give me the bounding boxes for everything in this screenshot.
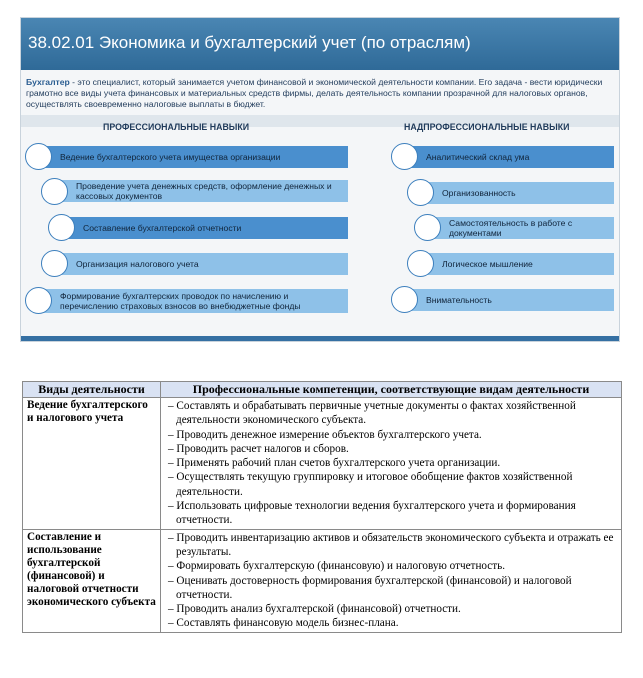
competency-item: – Проводить инвентаризацию активов и обязательств экономического субъекта и отражать ее результаты. (164, 531, 618, 560)
activities-column-header: Виды деятельности (23, 382, 161, 398)
skill-label: Самостоятельность в работе с документами (449, 218, 573, 238)
competency-item: – Проводить расчет налогов и сборов. (164, 442, 618, 456)
circle-bullet-icon (48, 214, 75, 241)
circle-bullet-icon (407, 179, 434, 206)
slide-title: 38.02.01 Экономика и бухгалтерский учет (по отраслям) (28, 33, 471, 52)
circle-bullet-icon (41, 178, 68, 205)
table-header-row (23, 382, 622, 398)
competencies-cell (161, 398, 622, 530)
supra-skill-item (427, 217, 614, 239)
competency-item: – Проводить анализ бухгалтерской (финансовой) отчетности. (164, 602, 618, 616)
competency-item: – Применять рабочий план счетов бухгалтерского учета организации. (164, 456, 618, 470)
program-slide (20, 17, 620, 342)
circle-bullet-icon (25, 287, 52, 314)
circle-bullet-icon (414, 214, 441, 241)
profession-description (26, 77, 618, 111)
circle-bullet-icon (25, 143, 52, 170)
competency-item: – Осуществлять текущую группировку и итоговое обобщение фактов хозяйственной деятельности. (164, 470, 618, 499)
competency-item: – Оценивать достоверность формирования бухгалтерской (финансовой) и налоговой отчетности. (164, 574, 618, 603)
competency-item: – Формировать бухгалтерскую (финансовую) и налоговую отчетность. (164, 559, 618, 573)
supra-skill-item (420, 253, 614, 275)
professional-skills-heading: ПРОФЕССИОНАЛЬНЫЕ НАВЫКИ (103, 122, 250, 132)
skill-label: Организация налогового учета (76, 259, 199, 269)
competency-item: – Использовать цифровые технологии ведения бухгалтерского учета и формирования отчетности. (164, 499, 618, 528)
competencies-cell (161, 529, 622, 632)
competency-item: – Составлять финансовую модель бизнес-плана. (164, 616, 618, 630)
supra-skill-item (404, 146, 614, 168)
professional-skill-item (38, 289, 348, 313)
competencies-table (22, 381, 622, 633)
circle-bullet-icon (391, 286, 418, 313)
table-row (23, 529, 622, 632)
activity-cell: Составление и использование бухгалтерской (финансовой) и налоговой отчетности экономического субъекта (23, 529, 161, 632)
circle-bullet-icon (41, 250, 68, 277)
competency-item: – Составлять и обрабатывать первичные учетные документы о фактах хозяйственной деятельности экономического субъекта. (164, 399, 618, 428)
professional-skill-item (61, 217, 348, 239)
profession-text: - это специалист, который занимается учетом финансовой и экономической деятельности компании. Его задача - вести юридически грамотно все виды учета финансовых и материальных средств фирмы, делать деятельность компании прозрачной для налоговых органов, осуществлять своевременно налоговые выплаты в бюджет. (26, 77, 603, 110)
supra-skill-item (404, 289, 614, 311)
competency-item: – Проводить денежное измерение объектов бухгалтерского учета. (164, 428, 618, 442)
professional-skill-item (54, 253, 348, 275)
slide-footer-bar (21, 336, 619, 342)
activity-cell: Ведение бухгалтерского и налогового учета (23, 398, 161, 530)
competencies-column-header: Профессиональные компетенции, соответствующие видам деятельности (161, 382, 622, 398)
skill-label: Ведение бухгалтерского учета имущества организации (60, 152, 281, 162)
slide-header (21, 18, 619, 70)
skill-label: Составление бухгалтерской отчетности (83, 223, 242, 233)
skill-label: Организованность (442, 188, 516, 198)
skill-label: Аналитический склад ума (426, 152, 530, 162)
supra-skill-item (420, 182, 614, 204)
professional-skill-item (54, 180, 348, 202)
skill-label: Внимательность (426, 295, 492, 305)
table-row (23, 398, 622, 530)
circle-bullet-icon (391, 143, 418, 170)
skill-label: Формирование бухгалтерских проводок по начислению и перечислению страховых взносов во внебюджетные фонды (60, 291, 301, 311)
skill-label: Логическое мышление (442, 259, 533, 269)
professional-skill-item (38, 146, 348, 168)
profession-term: Бухгалтер (26, 77, 70, 87)
circle-bullet-icon (407, 250, 434, 277)
supra-skills-heading: НАДПРОФЕССИОНАЛЬНЫЕ НАВЫКИ (404, 122, 570, 132)
skill-label: Проведение учета денежных средств, оформление денежных и кассовых документов (76, 181, 332, 201)
